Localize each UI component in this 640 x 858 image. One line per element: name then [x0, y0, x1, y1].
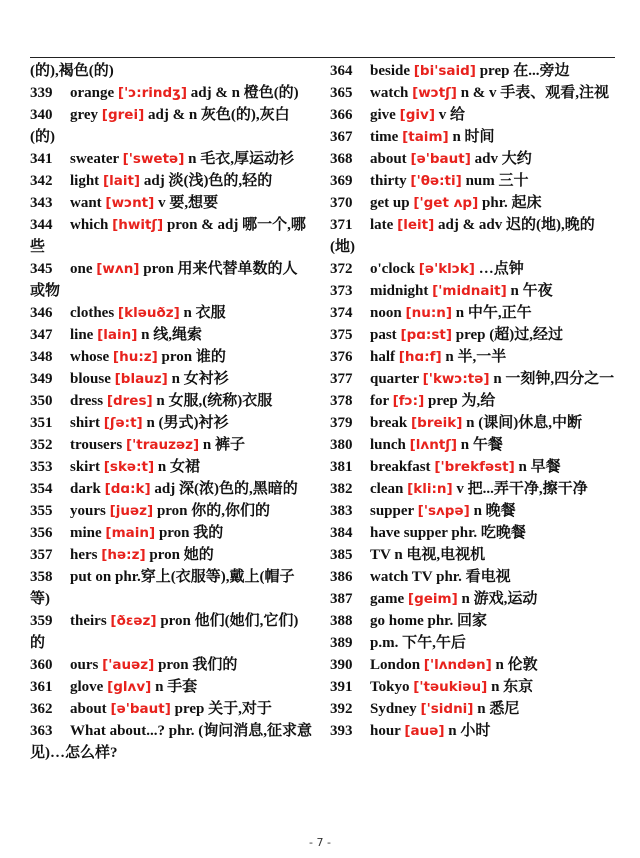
entry-word: TV — [370, 547, 391, 563]
entry-definition: n 线,绳索 — [141, 327, 203, 343]
vocab-entry — [330, 720, 615, 742]
entry-definition: prep 为,给 — [428, 393, 496, 409]
entry-word: quarter — [370, 371, 419, 387]
entry-phonetic: [taim] — [402, 129, 449, 145]
right-column — [330, 60, 615, 742]
vocab-entry — [30, 522, 312, 544]
entry-number: 391 — [330, 679, 353, 695]
entry-number: 383 — [330, 503, 353, 519]
vocab-entry — [30, 82, 312, 104]
entry-definition: n (课间)休息,中断 — [466, 415, 583, 431]
vocab-entry — [30, 478, 312, 500]
vocab-entry — [30, 654, 312, 676]
vocab-entry — [30, 170, 312, 192]
entry-word: midnight — [370, 283, 429, 299]
entry-number: 341 — [30, 151, 53, 167]
vocab-entry — [30, 412, 312, 434]
entry-phonetic: [ə'baut] — [110, 701, 171, 717]
entry-number: 366 — [330, 107, 353, 123]
vocab-entry — [330, 346, 615, 368]
entry-number: 377 — [330, 371, 353, 387]
entry-definition: n 半,一半 — [445, 349, 507, 365]
entry-definition: n (男式)衬衫 — [146, 415, 229, 431]
entry-number: 372 — [330, 261, 353, 277]
entry-phonetic: [kli:n] — [407, 481, 453, 497]
vocab-entry — [30, 148, 312, 170]
entry-word: hour — [370, 723, 401, 739]
entry-phonetic: [hu:z] — [112, 349, 158, 365]
entry-word: hers — [70, 547, 98, 563]
entry-word: dark — [70, 481, 101, 497]
entry-number: 340 — [30, 107, 53, 123]
entry-definition: n 女裙 — [157, 459, 200, 475]
entry-word: watch — [370, 85, 409, 101]
entry-number: 367 — [330, 129, 353, 145]
entry-word: which — [70, 217, 109, 233]
entry-word: have supper — [370, 525, 448, 541]
entry-number: 363 — [30, 723, 53, 739]
entry-phonetic: [skə:t] — [103, 459, 155, 475]
entry-number: 357 — [30, 547, 53, 563]
entry-word: put on — [70, 569, 112, 585]
entry-definition: n 小时 — [448, 723, 491, 739]
vocab-entry — [30, 192, 312, 214]
entry-word: supper — [370, 503, 414, 519]
entry-phonetic: ['təukiəu] — [413, 679, 488, 695]
entry-phonetic: ['trauzəz] — [125, 437, 200, 453]
entry-phonetic: ['auəz] — [102, 657, 155, 673]
entry-phonetic: ['lʌndən] — [423, 657, 492, 673]
entry-number: 365 — [330, 85, 353, 101]
entry-word: breakfast — [370, 459, 431, 475]
entry-phonetic: [breik] — [410, 415, 463, 431]
entry-number: 388 — [330, 613, 353, 629]
vocab-entry — [330, 104, 615, 126]
entry-phonetic: [hɑ:f] — [398, 349, 442, 365]
vocab-entry — [30, 346, 312, 368]
entry-number: 342 — [30, 173, 53, 189]
entry-phonetic: [hə:z] — [101, 547, 146, 563]
entry-number: 392 — [330, 701, 353, 717]
vocab-entry — [30, 302, 312, 324]
entry-definition: pron & adj 哪一个,哪些 — [30, 217, 306, 255]
entry-word: What about...? — [70, 723, 166, 739]
entry-phonetic: [dɑ:k] — [104, 481, 151, 497]
entry-number: 358 — [30, 569, 53, 585]
entry-number: 359 — [30, 613, 53, 629]
vocab-entry — [30, 104, 312, 148]
entry-word: half — [370, 349, 396, 365]
entry-number: 346 — [30, 305, 53, 321]
entry-definition: n 午餐 — [460, 437, 503, 453]
vocab-entry — [30, 258, 312, 302]
vocab-entry — [330, 456, 615, 478]
entry-number: 345 — [30, 261, 53, 277]
entry-definition: adv 大约 — [474, 151, 532, 167]
entry-definition: n 女服,(统称)衣服 — [156, 393, 273, 409]
entry-word: time — [370, 129, 399, 145]
entry-definition: phr. 吃晚餐 — [451, 525, 526, 541]
entry-phonetic: [geim] — [407, 591, 458, 607]
entry-definition: phr.穿上(衣服等),戴上(帽子等) — [30, 569, 295, 607]
entry-definition: adj & adv 迟的(地),晚的(地) — [330, 217, 595, 255]
entry-phonetic: [ðεəz] — [110, 613, 157, 629]
entry-number: 369 — [330, 173, 353, 189]
vocab-entry — [330, 412, 615, 434]
entry-definition: 下午,午后 — [402, 635, 466, 651]
entry-definition: prep (超)过,经过 — [455, 327, 563, 343]
vocab-entry — [330, 478, 615, 500]
entry-number: 348 — [30, 349, 53, 365]
entry-number: 371 — [330, 217, 353, 233]
entry-word: glove — [70, 679, 104, 695]
entry-definition: n 早餐 — [518, 459, 561, 475]
vocab-entry — [330, 368, 615, 390]
entry-definition: num 三十 — [465, 173, 529, 189]
entry-definition: v 把...弄干净,擦干净 — [456, 481, 588, 497]
entry-word: skirt — [70, 459, 100, 475]
entry-number: 374 — [330, 305, 353, 321]
entry-definition: phr. 起床 — [482, 195, 542, 211]
entry-definition: n 手套 — [155, 679, 198, 695]
entry-number: 351 — [30, 415, 53, 431]
entry-number: 387 — [330, 591, 353, 607]
entry-phonetic: ['sʌpə] — [417, 503, 470, 519]
entry-definition: pron 用来代替单数的人或物 — [30, 261, 298, 299]
entry-phonetic: [main] — [105, 525, 156, 541]
entry-word: clothes — [70, 305, 115, 321]
entry-definition: phr. 看电视 — [436, 569, 511, 585]
vocab-entry — [330, 698, 615, 720]
entry-number: 364 — [330, 63, 353, 79]
entry-phonetic: [giv] — [399, 107, 436, 123]
entry-phonetic: ['get ʌp] — [413, 195, 479, 211]
entry-definition: n 裤子 — [202, 437, 245, 453]
vocab-entry — [30, 500, 312, 522]
vocab-entry — [30, 544, 312, 566]
entry-word: light — [70, 173, 100, 189]
entry-definition: n 悉尼 — [477, 701, 520, 717]
entry-phonetic: ['θə:ti] — [410, 173, 462, 189]
entry-word: blouse — [70, 371, 111, 387]
vocab-entry — [30, 676, 312, 698]
vocab-entry — [330, 302, 615, 324]
page-number: - 7 - — [309, 836, 331, 849]
entry-number: 378 — [330, 393, 353, 409]
vocab-entry — [330, 566, 615, 588]
vocab-entry — [30, 324, 312, 346]
entry-number: 356 — [30, 525, 53, 541]
vocab-entry — [330, 60, 615, 82]
entry-word: lunch — [370, 437, 406, 453]
vocab-entry — [330, 148, 615, 170]
entry-word: give — [370, 107, 396, 123]
entry-word: about — [70, 701, 107, 717]
entry-word: yours — [70, 503, 106, 519]
vocab-entry — [330, 588, 615, 610]
entry-word: grey — [70, 107, 99, 123]
entry-definition: prep 关于,对于 — [174, 701, 272, 717]
entry-word: game — [370, 591, 405, 607]
entry-definition: n 东京 — [491, 679, 534, 695]
entry-number: 393 — [330, 723, 353, 739]
entry-phonetic: ['brekfəst] — [434, 459, 515, 475]
entry-phonetic: [kləuðz] — [117, 305, 180, 321]
entry-phonetic: [wʌn] — [96, 261, 140, 277]
vocab-entry — [330, 500, 615, 522]
entry-phonetic: [auə] — [404, 723, 445, 739]
entry-number: 361 — [30, 679, 53, 695]
top-rule — [30, 57, 615, 58]
vocab-entry — [330, 258, 615, 280]
entry-phonetic: [ə'klɔk] — [418, 261, 475, 277]
left-column — [30, 60, 312, 764]
entry-definition: n 衣服 — [183, 305, 226, 321]
entry-phonetic: [wɔnt] — [105, 195, 155, 211]
vocab-entry — [30, 720, 312, 764]
vocab-entry — [330, 522, 615, 544]
entry-word: Tokyo — [370, 679, 410, 695]
entry-word: beside — [370, 63, 411, 79]
vocab-entry — [330, 544, 615, 566]
entry-word: sweater — [70, 151, 119, 167]
entry-word: go home — [370, 613, 424, 629]
entry-word: theirs — [70, 613, 107, 629]
entry-word: get up — [370, 195, 410, 211]
entry-number: 343 — [30, 195, 53, 211]
vocab-entry — [330, 82, 615, 104]
entry-number: 370 — [330, 195, 353, 211]
entry-phonetic: ['midnait] — [432, 283, 507, 299]
entry-word: want — [70, 195, 102, 211]
entry-number: 344 — [30, 217, 53, 233]
entry-number: 375 — [330, 327, 353, 343]
entry-definition: adj & n 橙色(的) — [190, 85, 299, 101]
vocab-entry — [330, 434, 615, 456]
entry-phonetic: [ə'baut] — [410, 151, 471, 167]
entry-word: London — [370, 657, 421, 673]
entry-word: ours — [70, 657, 99, 673]
entry-definition: phr. 回家 — [427, 613, 487, 629]
entry-definition: adj 深(浓)色的,黑暗的 — [154, 481, 298, 497]
entry-definition: n 电视,电视机 — [394, 547, 486, 563]
entry-word: dress — [70, 393, 104, 409]
entry-word: Sydney — [370, 701, 417, 717]
entry-word: p.m. — [370, 635, 399, 651]
entry-phonetic: [nu:n] — [405, 305, 453, 321]
entry-phonetic: [lʌntʃ] — [409, 437, 458, 453]
entry-definition: n & v 手表、观看,注视 — [460, 85, 610, 101]
entry-definition: …点钟 — [478, 261, 524, 277]
entry-phonetic: [glʌv] — [107, 679, 152, 695]
vocab-entry — [330, 280, 615, 302]
entry-number: 379 — [330, 415, 353, 431]
entry-definition: pron 谁的 — [161, 349, 226, 365]
continued-entry: (的),褐色(的) — [30, 63, 114, 79]
entry-phonetic: [leit] — [397, 217, 435, 233]
entry-definition: pron 我的 — [158, 525, 224, 541]
entry-word: orange — [70, 85, 115, 101]
vocab-entry — [330, 126, 615, 148]
vocab-entry — [330, 324, 615, 346]
entry-definition: v 给 — [438, 107, 466, 123]
entry-phonetic: [ʃə:t] — [103, 415, 143, 431]
entry-number: 386 — [330, 569, 353, 585]
vocab-entry — [330, 390, 615, 412]
entry-word: late — [370, 217, 394, 233]
entry-definition: n 晚餐 — [473, 503, 516, 519]
vocab-entry — [30, 390, 312, 412]
entry-word: watch TV — [370, 569, 433, 585]
entry-number: 389 — [330, 635, 353, 651]
entry-number: 349 — [30, 371, 53, 387]
entry-word: thirty — [370, 173, 407, 189]
entry-number: 382 — [330, 481, 353, 497]
entry-definition: n 女衬衫 — [171, 371, 229, 387]
entry-definition: n 游戏,运动 — [461, 591, 538, 607]
entry-definition: phr. (询问消息,征求意 见)…怎么样? — [30, 723, 312, 761]
vocab-entry — [30, 566, 312, 610]
entry-word: about — [370, 151, 407, 167]
entry-number: 373 — [330, 283, 353, 299]
vocab-entry — [30, 610, 312, 654]
entry-number: 355 — [30, 503, 53, 519]
vocab-entry — [330, 214, 615, 258]
entry-number: 347 — [30, 327, 53, 343]
entry-word: shirt — [70, 415, 100, 431]
entry-phonetic: [lain] — [97, 327, 138, 343]
entry-phonetic: [fɔ:] — [392, 393, 425, 409]
entry-definition: n 午夜 — [510, 283, 553, 299]
vocab-entry — [330, 676, 615, 698]
vocab-entry — [30, 434, 312, 456]
entry-definition: adj & n 灰色(的),灰白(的) — [30, 107, 290, 145]
vocab-entry — [30, 698, 312, 720]
entry-number: 384 — [330, 525, 353, 541]
entry-number: 381 — [330, 459, 353, 475]
entry-number: 376 — [330, 349, 353, 365]
entry-definition: pron 我们的 — [158, 657, 238, 673]
entry-word: whose — [70, 349, 110, 365]
entry-definition: pron 她的 — [149, 547, 214, 563]
entry-number: 385 — [330, 547, 353, 563]
vocab-entry — [30, 368, 312, 390]
entry-definition: n 中午,正午 — [455, 305, 532, 321]
entry-phonetic: [dres] — [106, 393, 153, 409]
entry-word: line — [70, 327, 94, 343]
entry-definition: adj 淡(浅)色的,轻的 — [143, 173, 273, 189]
vocab-entry — [330, 192, 615, 214]
entry-definition: n 毛衣,厚运动衫 — [188, 151, 294, 167]
entry-definition: v 要,想要 — [158, 195, 219, 211]
entry-word: noon — [370, 305, 402, 321]
vocab-entry — [330, 632, 615, 654]
vocab-entry — [330, 610, 615, 632]
entry-definition: n 一刻钟,四分之一 — [493, 371, 615, 387]
entry-phonetic: [bi'said] — [413, 63, 476, 79]
entry-word: o'clock — [370, 261, 415, 277]
entry-phonetic: [pɑ:st] — [400, 327, 452, 343]
entry-number: 368 — [330, 151, 353, 167]
vocab-entry — [30, 214, 312, 258]
entry-number: 353 — [30, 459, 53, 475]
entry-word: break — [370, 415, 408, 431]
vocab-entry — [30, 456, 312, 478]
entry-number: 339 — [30, 85, 53, 101]
entry-word: mine — [70, 525, 102, 541]
entry-phonetic: [wɔtʃ] — [412, 85, 457, 101]
entry-number: 350 — [30, 393, 53, 409]
entry-number: 390 — [330, 657, 353, 673]
entry-definition: pron 你的,你们的 — [156, 503, 271, 519]
entry-number: 354 — [30, 481, 53, 497]
entry-word: trousers — [70, 437, 123, 453]
entry-number: 360 — [30, 657, 53, 673]
entry-definition: pron 他们(她们,它们)的 — [30, 613, 299, 651]
entry-number: 362 — [30, 701, 53, 717]
entry-definition: n 伦敦 — [495, 657, 538, 673]
entry-phonetic: ['kwɔ:tə] — [422, 371, 490, 387]
entry-phonetic: ['swetə] — [122, 151, 185, 167]
entry-word: past — [370, 327, 397, 343]
entry-word: one — [70, 261, 93, 277]
entry-phonetic: ['sidni] — [420, 701, 474, 717]
entry-definition: n 时间 — [452, 129, 495, 145]
entry-word: for — [370, 393, 389, 409]
entry-phonetic: [grei] — [101, 107, 145, 123]
vocab-entry — [330, 170, 615, 192]
entry-number: 352 — [30, 437, 53, 453]
entry-word: clean — [370, 481, 404, 497]
entry-definition: prep 在...旁边 — [479, 63, 570, 79]
vocab-entry — [330, 654, 615, 676]
entry-phonetic: [hwitʃ] — [112, 217, 164, 233]
entry-phonetic: [blauz] — [114, 371, 168, 387]
entry-phonetic: ['ɔ:rindʒ] — [117, 85, 188, 101]
entry-phonetic: [juəz] — [109, 503, 154, 519]
entry-number: 380 — [330, 437, 353, 453]
entry-phonetic: [lait] — [102, 173, 141, 189]
